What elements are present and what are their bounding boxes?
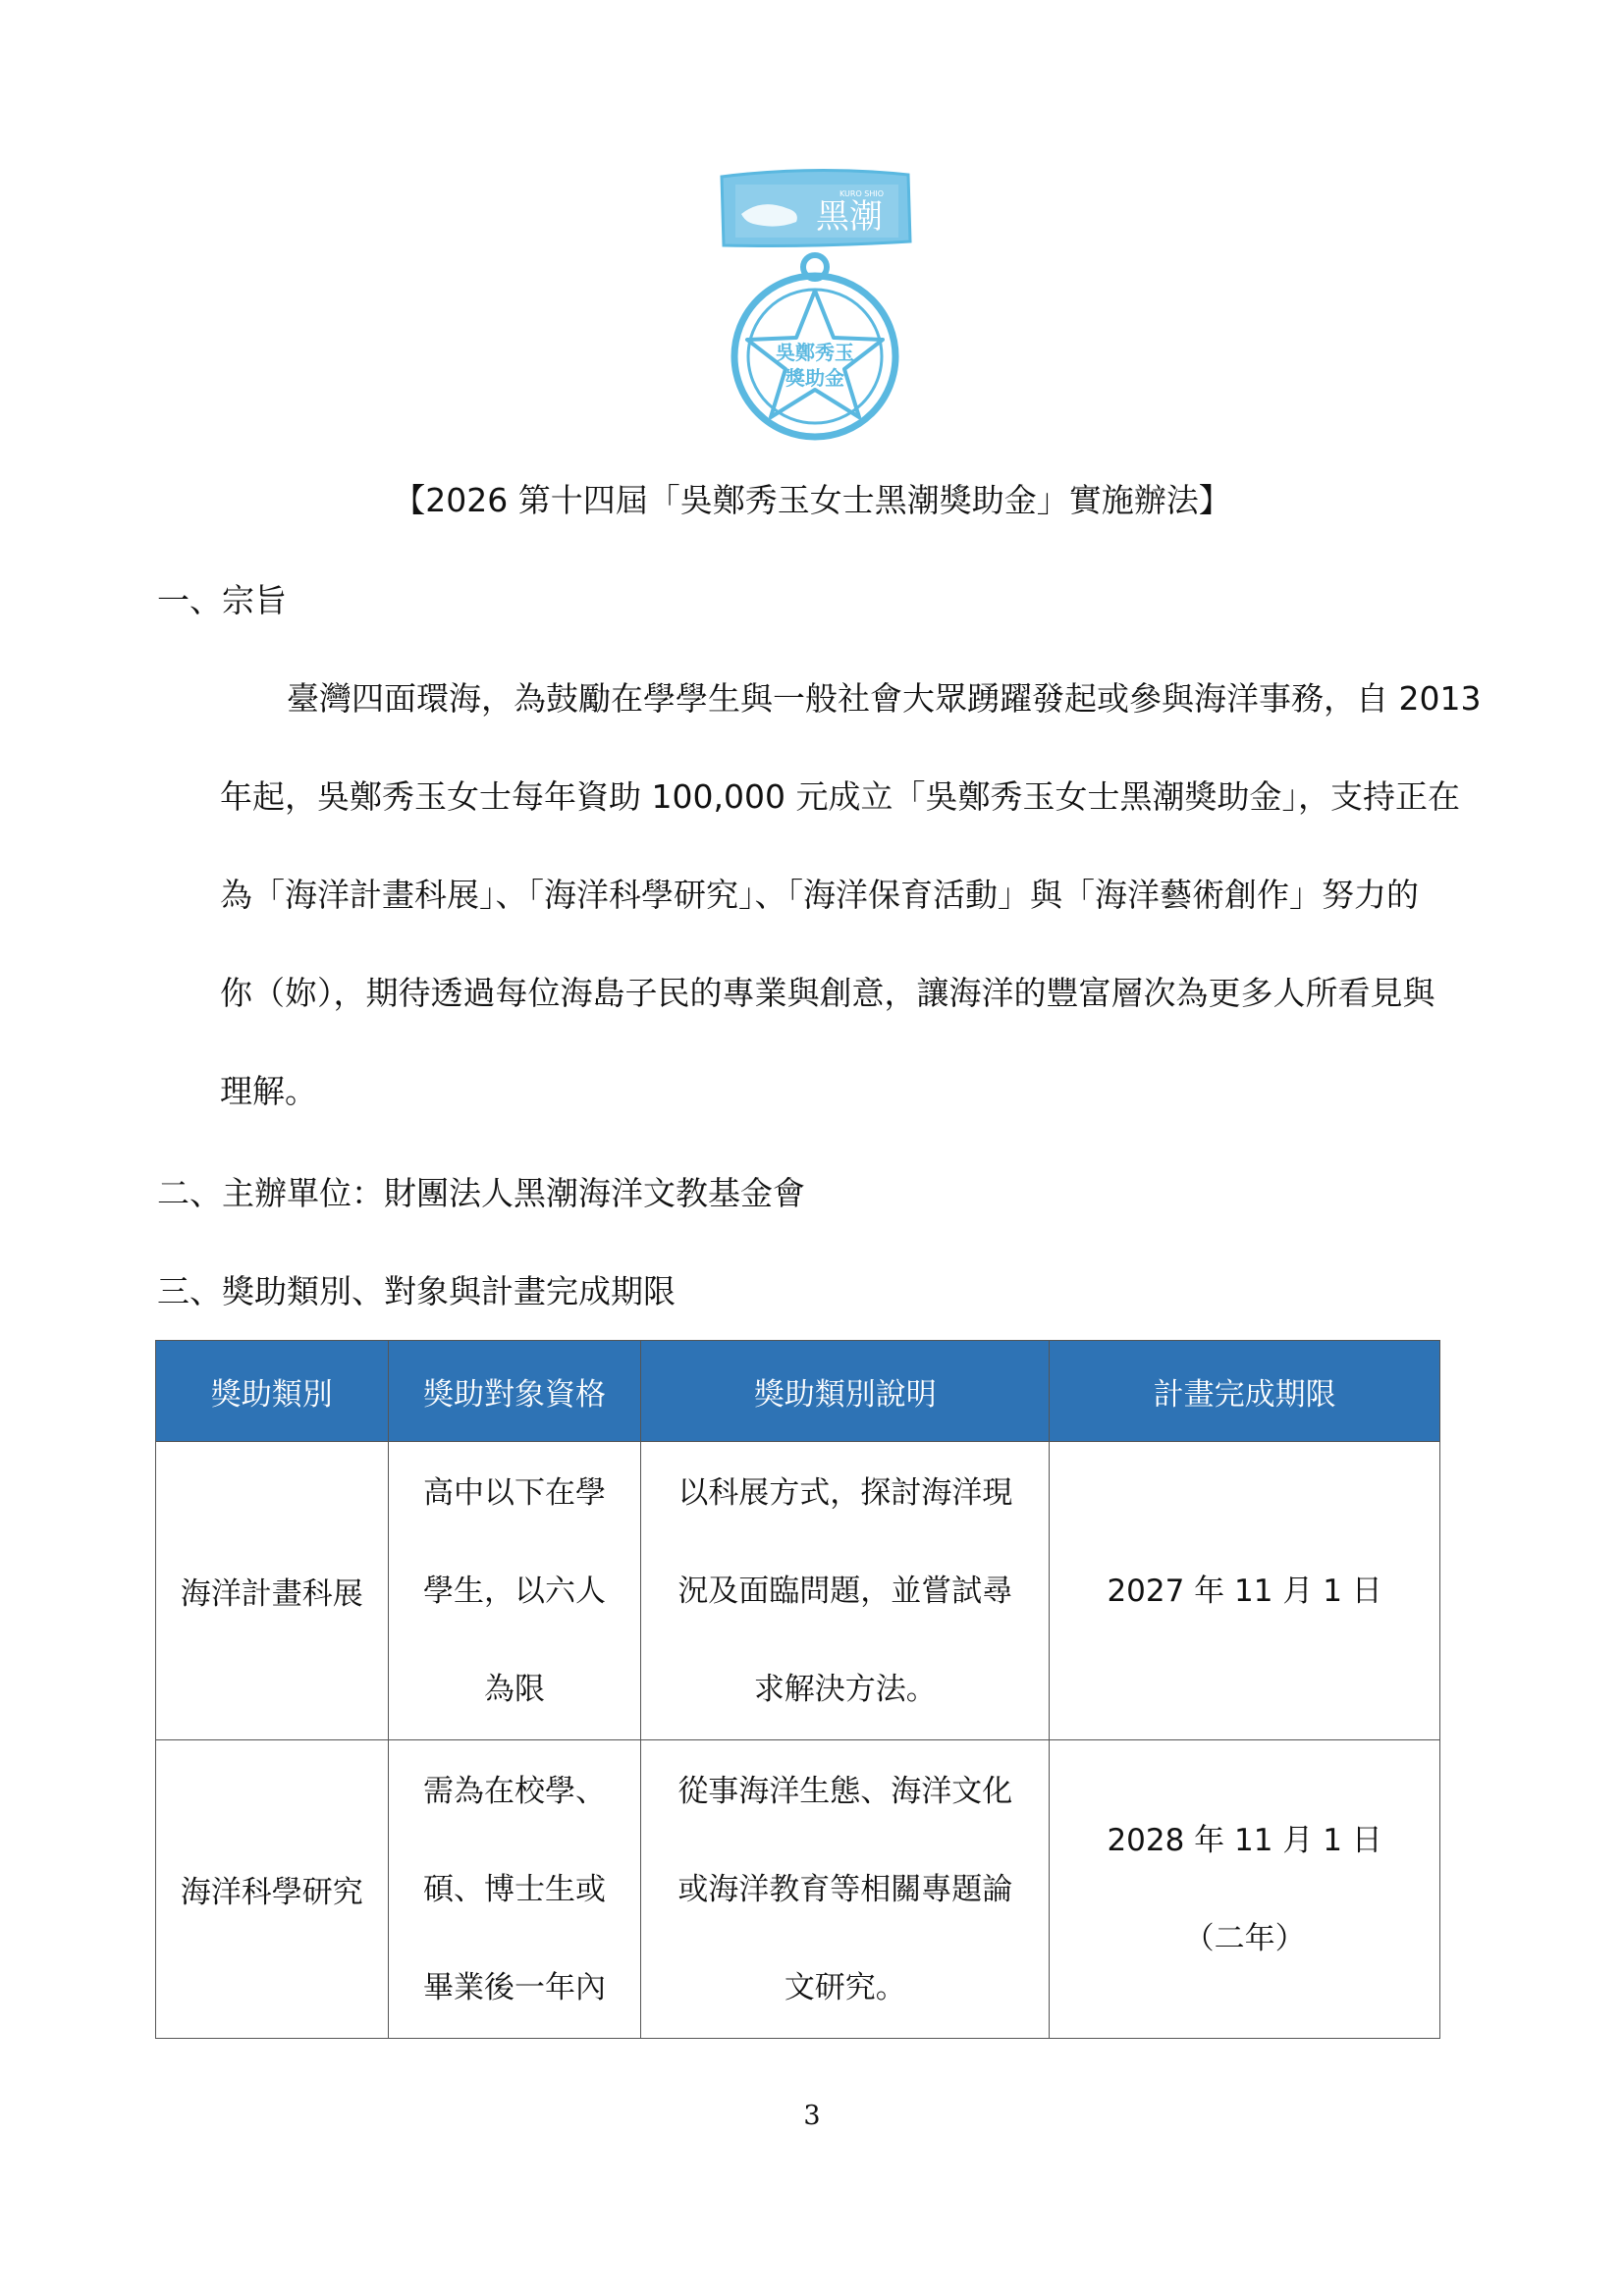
award-categories-table	[155, 1340, 1440, 2039]
kuroshio-medal-logo	[702, 165, 928, 446]
section-heading-organizer: 二、主辦單位：財團法人黑潮海洋文教基金會	[157, 1174, 805, 1212]
cell-line: 學生，以六人	[422, 1573, 606, 1609]
svg-text:獎助金: 獎助金	[785, 366, 844, 390]
header-eligibility: 獎助對象資格	[388, 1341, 641, 1442]
section-heading-purpose: 一、宗旨	[157, 581, 287, 619]
cell-line: 為限	[483, 1671, 545, 1707]
paragraph-line: 年起，吳鄭秀玉女士每年資助 100,000 元成立「吳鄭秀玉女士黑潮獎助金」，支持正在	[220, 777, 1460, 816]
header-deadline: 計畫完成期限	[1050, 1341, 1440, 1442]
table-row	[156, 1740, 1440, 2039]
svg-text:KURO SHIO: KURO SHIO	[839, 189, 885, 198]
cell-line: 況及面臨問題，並嘗試尋	[677, 1573, 1013, 1609]
paragraph-line: 臺灣四面環海，為鼓勵在學學生與一般社會大眾踴躍發起或參與海洋事務，自 2013	[287, 679, 1482, 718]
category-cell: 海洋科學研究	[156, 1740, 389, 2039]
page-number: 3	[803, 2101, 821, 2131]
eligibility-cell	[388, 1740, 641, 2039]
cell-line: 求解決方法。	[753, 1671, 937, 1707]
header-category: 獎助類別	[156, 1341, 389, 1442]
cell-line: 碩、博士生或	[422, 1871, 606, 1907]
description-cell	[641, 1740, 1050, 2039]
cell-line: 從事海洋生態、海洋文化	[677, 1773, 1013, 1809]
cell-line: （二年）	[1183, 1920, 1306, 1956]
table-row	[156, 1442, 1440, 1740]
cell-line: 2027 年 11 月 1 日	[1107, 1573, 1382, 1609]
cell-line: 或海洋教育等相關專題論	[677, 1871, 1013, 1907]
section-heading-categories: 三、獎助類別、對象與計畫完成期限	[157, 1272, 676, 1310]
cell-line: 2028 年 11 月 1 日	[1107, 1822, 1382, 1858]
category-cell: 海洋計畫科展	[156, 1442, 389, 1740]
banner-text: 黑潮	[816, 197, 883, 237]
svg-text:吳鄭秀玉: 吳鄭秀玉	[776, 341, 854, 364]
cell-line: 以科展方式，探討海洋現	[677, 1474, 1013, 1511]
deadline-cell	[1050, 1442, 1440, 1740]
purpose-paragraph	[220, 650, 1487, 1141]
document-title: 【2026 第十四屆「吳鄭秀玉女士黑潮獎助金」實施辦法】	[393, 481, 1231, 519]
description-cell	[641, 1442, 1050, 1740]
paragraph-line: 為「海洋計畫科展」、「海洋科學研究」、「海洋保育活動」與「海洋藝術創作」努力的	[220, 876, 1419, 914]
cell-line: 文研究。	[784, 1969, 906, 2005]
paragraph-line: 你（妳），期待透過每位海島子民的專業與創意，讓海洋的豐富層次為更多人所看見與	[220, 974, 1435, 1012]
cell-line: 畢業後一年內	[422, 1969, 606, 2005]
table-header-row	[156, 1341, 1440, 1442]
cell-line: 需為在校學、	[422, 1773, 606, 1809]
eligibility-cell	[388, 1442, 641, 1740]
paragraph-line: 理解。	[220, 1072, 317, 1110]
header-description: 獎助類別說明	[641, 1341, 1050, 1442]
deadline-cell	[1050, 1740, 1440, 2039]
cell-line: 高中以下在學	[422, 1474, 606, 1511]
